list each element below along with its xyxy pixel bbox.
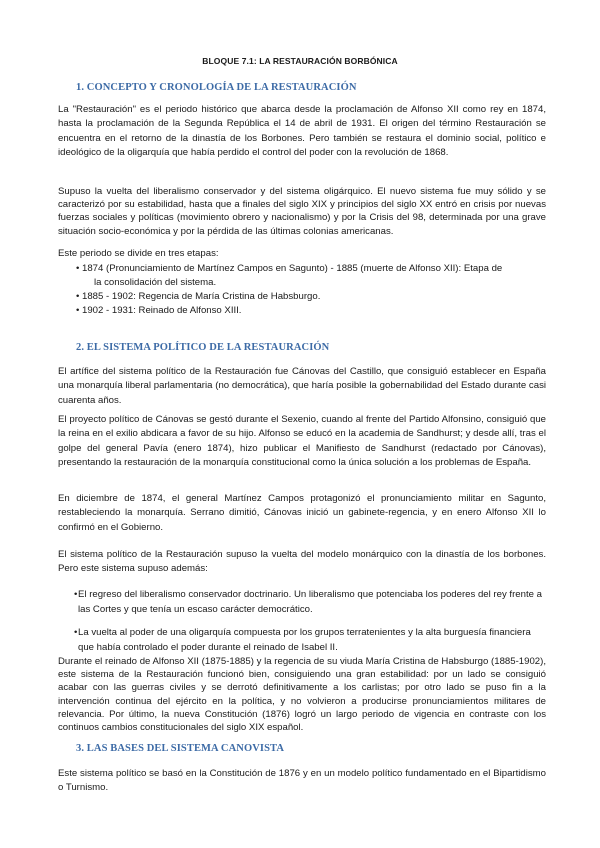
- section-2-paragraph-2: El proyecto político de Cánovas se gestó durante el Sexenio, cuando al frente del Partido Alfonsino, consiguió que la reina en el exilio abdicara a favor de su hijo. Alfonso se educó en la academia de Sandhurst; y desde allí, tras el golpe del general Pavía (enero 1874), hizo publicar el Manifiesto de Sandhurst (redactado por Cánovas), presentando la restauración de la monarquía constitucional como la única solución a los problemas de España.: [58, 414, 546, 468]
- bullet-icon: •: [74, 589, 78, 600]
- bullet-icon: •: [74, 627, 78, 638]
- section-1-paragraph-1: La "Restauración" es el periodo histórico que abarca desde la proclamación de Alfonso XII como rey en 1874, hasta la proclamación de la Segunda República el 14 de abril de 1931. El origen del término Restauración se encuentra en el retorno de la dinastía de los Borbones. Pero también se restaura el dominio social, político e ideológico de la oligarquía que había perdido el control del poder con la revolución de 1868.: [58, 104, 546, 158]
- list-item: [58, 304, 546, 318]
- section-2-paragraph-3: En diciembre de 1874, el general Martínez Campos protagonizó el pronunciamiento militar en Sagunto, restableciendo la monarquía. Serrano dimitió, Cánovas inició un gabinete-regencia, y en enero Alfonso XII lo confirmó en el Gobierno.: [58, 493, 546, 533]
- section-1-paragraph-2: Supuso la vuelta del liberalismo conservador y del sistema oligárquico. El nuevo sistema fue muy sólido y se caracterizó por su estabilidad, hasta que a finales del siglo XIX y principios del siglo XX entró en crisis por nuevas fuerzas sociales y políticas (movimiento obrero y nacionalismo) y por la Crisis del 98, determinada por una grave situación socio-económica y por la pérdida de las últimas colonias americanas.: [58, 186, 546, 237]
- feature-1-text: El regreso del liberalismo conservador doctrinario. Un liberalismo que potenciaba los poderes del rey frente a las Cortes y que tenía un escaso carácter democrático.: [78, 589, 542, 615]
- features-list-2: [58, 626, 546, 655]
- section-3-paragraph-1: Este sistema político se basó en la Constitución de 1876 y en un modelo político fundamentado en el Bipartidismo o Turnismo.: [58, 768, 546, 794]
- list-item: [58, 290, 546, 304]
- features-list-1: [58, 588, 546, 617]
- list-item: [58, 626, 546, 655]
- section-1-paragraph-3: Este periodo se divide en tres etapas:: [58, 248, 219, 259]
- list-item: [58, 588, 546, 617]
- section-2-closing-paragraph: Durante el reinado de Alfonso XII (1875-1885) y la regencia de su viuda María Cristina de Habsburgo (1885-1902), este sistema de la Restauración funcionó bien, consiguiendo una gran estabilidad: por un lado se consiguió acabar con las guerras civiles y se derrotó definitivamente a los carlistas; por otro lado se puso fin a la intervención continua del ejército en la política, y no volvieron a producirse pronunciamientos militares de relevancia. Por último, la nueva Constitución (1876) logró un largo periodo de vigencia en contraste con los continuos cambios constitucionales del siglo XIX español.: [58, 656, 546, 734]
- bullet-icon: •: [76, 305, 80, 316]
- section-2-heading: 2. EL SISTEMA POLÍTICO DE LA RESTAURACIÓN: [76, 342, 330, 353]
- stage-1-line-1: 1874 (Pronunciamiento de Martínez Campos en Sagunto) - 1885 (muerte de Alfonso XII): Etapa de: [82, 263, 503, 274]
- stage-3-text: 1902 - 1931: Reinado de Alfonso XIII.: [82, 305, 242, 316]
- bullet-icon: •: [76, 291, 80, 302]
- feature-2-text: La vuelta al poder de una oligarquía compuesta por los grupos terratenientes y la alta burguesía financiera que había controlado el poder durante el reinado de Isabel II.: [78, 627, 531, 653]
- document-title: BLOQUE 7.1: LA RESTAURACIÓN BORBÓNICA: [202, 56, 398, 66]
- section-3-heading: 3. LAS BASES DEL SISTEMA CANOVISTA: [76, 743, 285, 754]
- stage-1-line-2: la consolidación del sistema.: [94, 277, 217, 288]
- list-item: [58, 262, 546, 290]
- stage-2-text: 1885 - 1902: Regencia de María Cristina de Habsburgo.: [82, 291, 321, 302]
- section-1-heading: 1. CONCEPTO Y CRONOLOGÍA DE LA RESTAURACIÓN: [76, 82, 357, 93]
- section-2-paragraph-4: El sistema político de la Restauración supuso la vuelta del modelo monárquico con la dinastía de los borbones. Pero este sistema supuso además:: [58, 549, 546, 575]
- stages-list: [58, 262, 546, 318]
- bullet-icon: •: [76, 263, 80, 274]
- section-2-paragraph-1: El artífice del sistema político de la Restauración fue Cánovas del Castillo, que consiguió establecer en España una monarquía liberal parlamentaria (no democrática), que haría posible la gobernabilidad del Estado durante casi cuarenta años.: [58, 366, 546, 406]
